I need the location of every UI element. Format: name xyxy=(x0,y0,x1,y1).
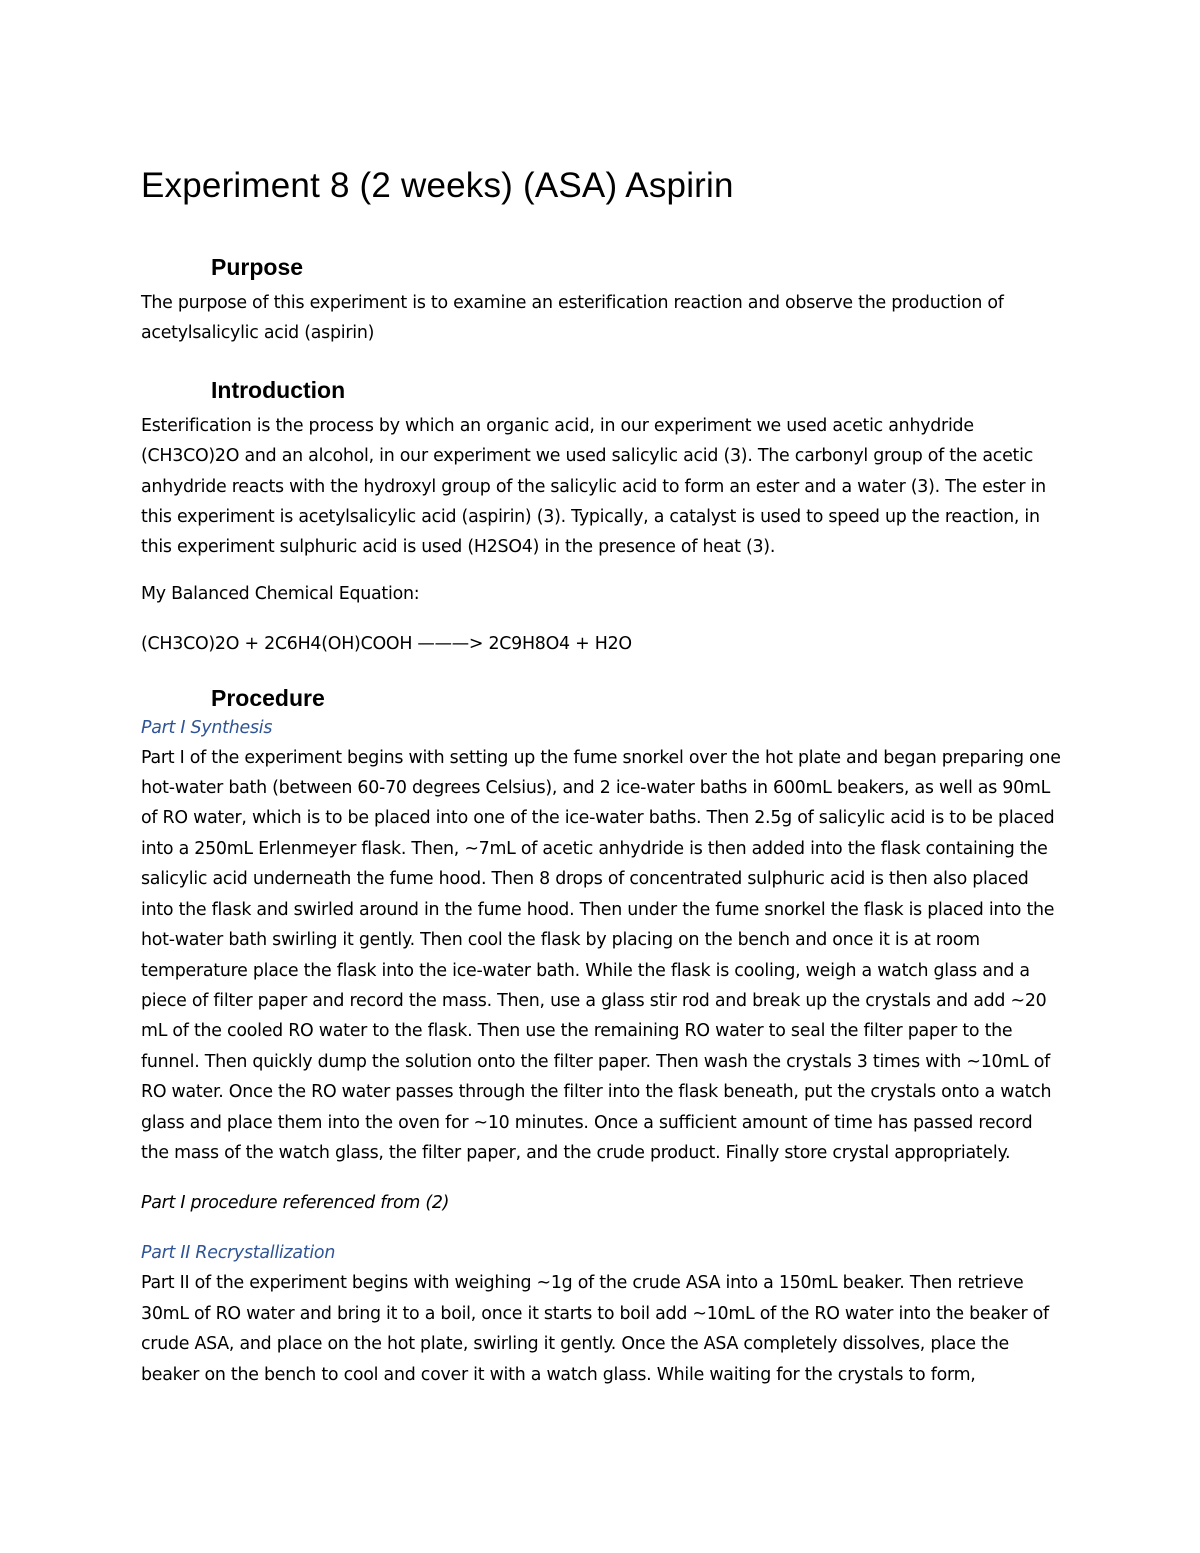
introduction-heading: Introduction xyxy=(211,376,346,403)
part2-text: Part II of the experiment begins with weighing ~1g of the crude ASA into a 150mL beaker. Then retrieve 30mL of RO water and bring it to a boil, once it starts to boil add ~10mL of the RO water into the beaker of crude ASA, and place on the hot plate, swirling it gently. Once the ASA completely dissolves, place the beaker on the bench to cool and cover it with a watch glass. While waiting for the crystals to form, xyxy=(141,1273,1049,1385)
procedure-heading: Procedure xyxy=(211,684,325,711)
equation-label: My Balanced Chemical Equation: xyxy=(141,583,420,604)
purpose-text: The purpose of this experiment is to examine an esterification reaction and observe the production of acetylsalicylic acid (aspirin) xyxy=(141,293,1004,344)
balanced-equation: (CH3CO)2O + 2C6H4(OH)COOH ———> 2C9H8O4 + H2O xyxy=(141,634,632,655)
part1-reference: Part I procedure referenced from (2) xyxy=(141,1193,450,1214)
document-title: Experiment 8 (2 weeks) (ASA) Aspirin xyxy=(141,166,734,205)
part1-heading: Part I Synthesis xyxy=(141,717,273,738)
document-content xyxy=(141,164,1061,1390)
purpose-heading: Purpose xyxy=(211,254,304,280)
part1-text: Part I of the experiment begins with setting up the fume snorkel over the hot plate and began preparing one hot-water bath (between 60-70 degrees Celsius), and 2 ice-water baths in 600mL beakers, as well as 90mL of RO water, which is to be placed into one of the ice-water baths. Then 2.5g of salicylic acid is to be placed into a 250mL Erlenmeyer flask. Then, ~7mL of acetic anhydride is then added into the flask containing the salicylic acid underneath the fume hood. Then 8 drops of concentrated sulphuric acid is then also placed into the flask and swirled around in the fume hood. Then under the fume snorkel the flask is placed into the hot-water bath swirling it gently. Then cool the flask by placing on the bench and once it is at room temperature place the flask into the ice-water bath. While the flask is cooling, weigh a watch glass and a piece of filter paper and record the mass. Then, use a glass stir rod and break up the crystals and add ~20 mL of the cooled RO water to the flask. Then use the remaining RO water to seal the filter paper to the funnel. Then quickly dump the solution onto the filter paper. Then wash the crystals 3 times with ~10mL of RO water. Once the RO water passes through the filter into the flask beneath, put the crystals onto a watch glass and place them into the oven for ~10 minutes. Once a sufficient amount of time has passed record the mass of the watch glass, the filter paper, and the crude product. Finally store crystal appropriately. xyxy=(141,747,1061,1163)
part2-heading: Part II Recrystallization xyxy=(141,1243,336,1264)
introduction-text: Esterification is the process by which an organic acid, in our experiment we used acetic anhydride (CH3CO)2O and an alcohol, in our experiment we used salicylic acid (3). The carbonyl group of the acetic anhydride reacts with the hydroxyl group of the salicylic acid to form an ester and a water (3). The ester in this experiment is acetylsalicylic acid (aspirin) (3). Typically, a catalyst is used to speed up the reaction, in this experiment sulphuric acid is used (H2SO4) in the presence of heat (3). xyxy=(141,415,1046,558)
